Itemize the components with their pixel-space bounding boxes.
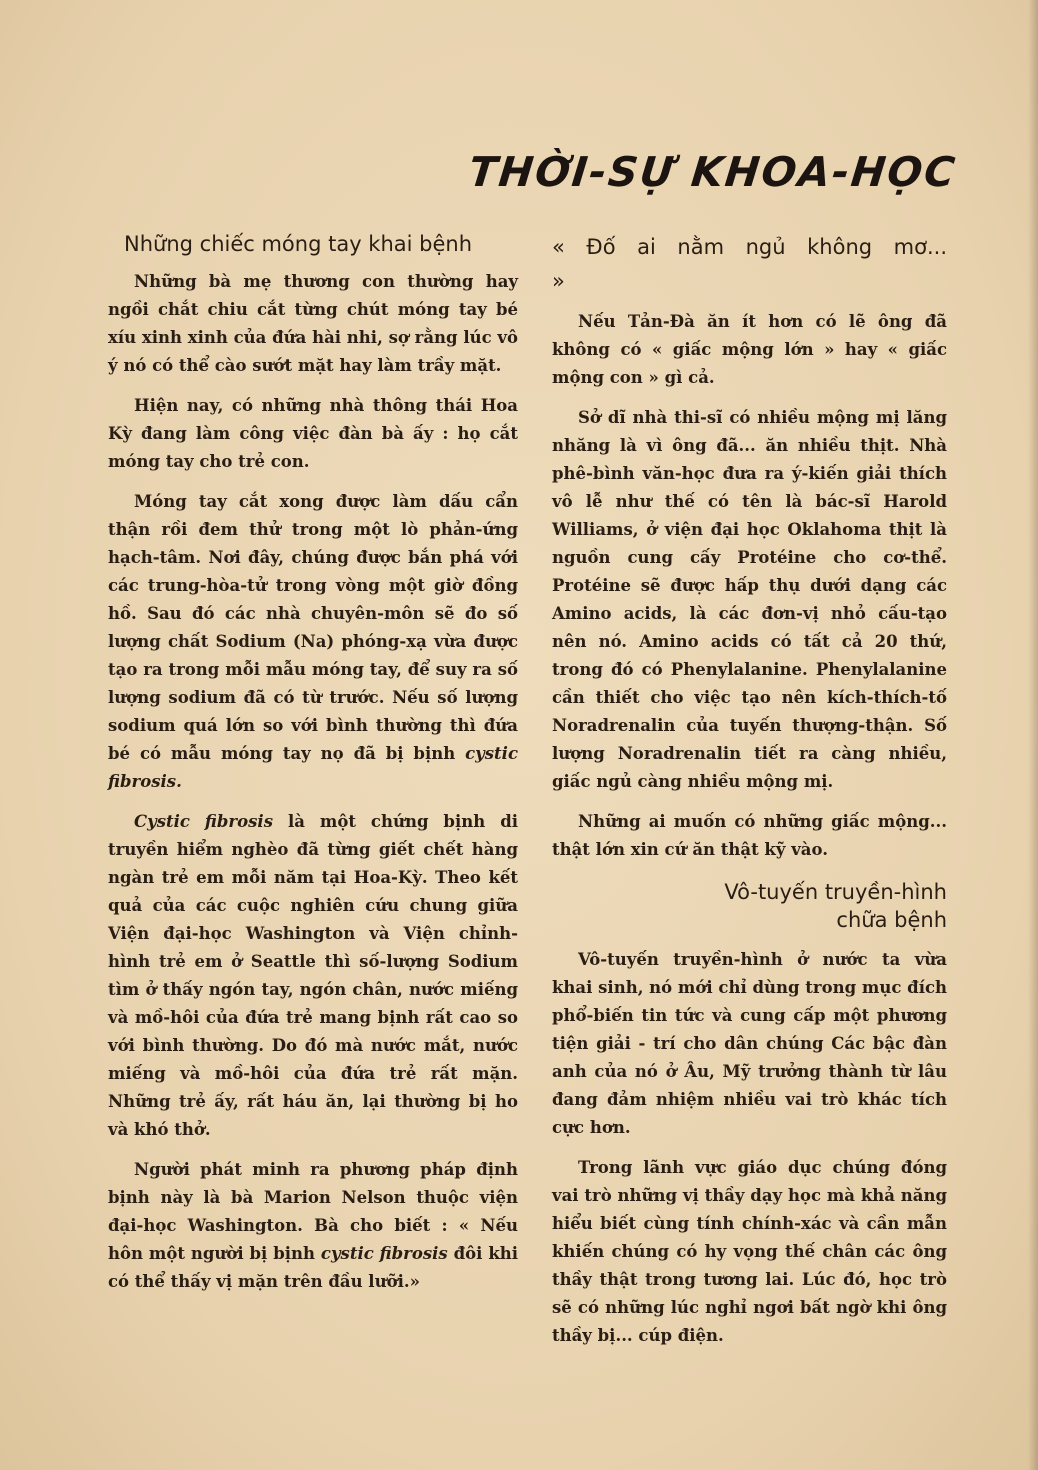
paragraph-text: đôi khi có thể thấy vị mặn trên đầu lưỡi.» xyxy=(108,1244,519,1291)
paragraph-text: Người phát minh ra phương pháp định bịnh này là bà Marion Nelson thuộc viện đại-học Washington. Bà cho biết : « Nếu hôn một người bị bịnh xyxy=(108,1160,518,1263)
paragraph xyxy=(108,488,518,796)
article-title-nails: Những chiếc móng tay khai bệnh xyxy=(124,232,473,256)
article-title-television xyxy=(552,878,947,934)
italic-term: cystic fibrosis xyxy=(320,1244,448,1263)
page-edge xyxy=(1028,0,1038,1470)
paragraph: Nếu Tản-Đà ăn ít hơn có lẽ ông đã không có « giấc mộng lớn » hay « giấc mộng con » gì cả. xyxy=(552,312,947,387)
paragraph: Những ai muốn có những giấc mộng... thật lớn xin cứ ăn thật kỹ vào. xyxy=(552,812,947,859)
paragraph-text: Móng tay cắt xong được làm dấu cẩn thận rồi đem thử trong một lò phản-ứng hạch-tâm. Nơi đây, chúng được bắn phá với các trung-hòa-tử trong vòng một giờ đồng hồ. Sau đó các nhà chuyên-môn sẽ đo số lượng chất Sodium (Na) phóng-xạ vừa được tạo ra trong mỗi mẫu móng tay, để suy ra số lượng sodium đã có từ trước. Nếu số lượng sodium quá lớn so với bình thường thì đứa bé có mẫu móng tay nọ đã bị bịnh xyxy=(108,492,518,763)
left-column xyxy=(108,228,518,1308)
paragraph: Những bà mẹ thương con thường hay ngồi chắt chiu cắt từng chút móng tay bé xíu xinh xinh của đứa hài nhi, sợ rằng lúc vô ý nó có thể cào sướt mặt hay làm trầy mặt. xyxy=(108,272,518,375)
right-column xyxy=(552,228,947,1362)
paragraph xyxy=(108,1156,518,1296)
title-line: chữa bệnh xyxy=(836,908,947,932)
paragraph: Sở dĩ nhà thi-sĩ có nhiều mộng mị lăng nhăng là vì ông đã... ăn nhiều thịt. Nhà phê-bình văn-học đưa ra ý-kiến giải thích vô lễ như thế có tên là bác-sĩ Harold Williams, ở viện đại học Oklahoma thịt là nguồn cung cấy Protéine cho cơ-thể. Protéine sẽ được hấp thụ dưới dạng các Amino acids, là các đơn-vị nhỏ cấu-tạo nên nó. Amino acids có tất cả 20 thứ, trong đó có Phenylalanine. Phenylalanine cần thiết cho việc tạo nên kích-thích-tố Noradrenalin của tuyến thượng-thận. Số lượng Noradrenalin tiết ra càng nhiều, giấc ngủ càng nhiều mộng mị. xyxy=(552,408,947,791)
article-heading-dreams: « Đố ai nằm ngủ không mơ... » xyxy=(552,235,947,293)
title-line: Vô-tuyến truyền-hình xyxy=(724,880,947,904)
paragraph xyxy=(108,808,518,1144)
italic-term: Cystic fibrosis xyxy=(134,812,273,831)
paragraph: Trong lãnh vực giáo dục chúng đóng vai trò những vị thầy dạy học mà khả năng hiểu biết cùng tính chính-xác và cần mẫn khiến chúng có hy vọng thế chân các ông thầy thật trong tương lai. Lúc đó, học trò sẽ có những lúc nghỉ ngơi bất ngờ khi ông thầy bị... cúp điện. xyxy=(552,1158,947,1345)
paragraph-text: là một chứng bịnh di truyền hiểm nghèo đã từng giết chết hàng ngàn trẻ em mỗi năm tại Hoa-Kỳ. Theo kết quả của các cuộc nghiên cứu chung giữa Viện đại-học Washington và Viện chỉnh-hình trẻ em ở Seattle thì số-lượng Sodium tìm ở thấy ngón tay, ngón chân, nước miếng và mồ-hôi của đứa trẻ mang bịnh rất cao so với bình thường. Do đó mà nước mắt, nước miếng và mồ-hôi của đứa trẻ rất mặn. Những trẻ ấy, rất háu ăn, lại thường bị ho và khó thở. xyxy=(108,812,518,1139)
paragraph: Vô-tuyến truyền-hình ở nước ta vừa khai sinh, nó mới chỉ dùng trong mục đích phổ-biến tin tức và cung cấp một phương tiện giải - trí cho dân chúng Các bậc đàn anh của nó ở Âu, Mỹ trưởng thành từ lâu đang đảm nhiệm nhiều vai trò khác tích cực hơn. xyxy=(552,950,947,1137)
italic-term: cystic fibrosis. xyxy=(108,744,518,791)
paragraph: Hiện nay, có những nhà thông thái Hoa Kỳ đang làm công việc đàn bà ấy : họ cắt móng tay cho trẻ con. xyxy=(108,396,518,471)
section-title: THỜI-SỰ KHOA-HỌC xyxy=(466,148,959,196)
